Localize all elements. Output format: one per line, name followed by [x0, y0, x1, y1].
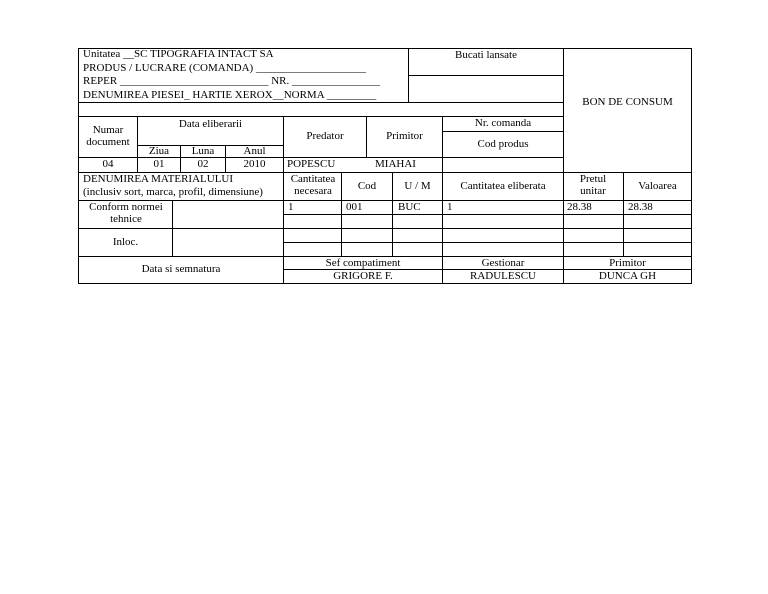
document-title: BON DE CONSUM [582, 96, 673, 108]
bucati-lansate-label: Bucati lansate [454, 49, 517, 61]
denumirea-materialului-sublabel: (inclusiv sort, marca, profil, dimensiune) [83, 186, 263, 198]
reper-line: REPER ___________________________ NR. ________________ [83, 75, 381, 87]
nr-comanda-label: Nr. comanda [474, 117, 532, 129]
piesa-line: DENUMIREA PIESEI_ HARTIE XEROX__NORMA _________ [83, 89, 377, 101]
um-label: U / M [404, 180, 431, 192]
cod-label: Cod [357, 180, 377, 192]
data-eliberarii-label: Data eliberarii [178, 118, 243, 130]
unitatea-line: Unitatea __SC TIPOGRAFIA INTACT SA [83, 48, 274, 60]
data-si-semnatura-label: Data si semnatura [141, 263, 221, 275]
predator-value: POPESCU [287, 158, 336, 170]
pretul-unitar-value: 28.38 [567, 201, 592, 213]
grid-line [283, 242, 692, 243]
denumirea-materialului-label: DENUMIREA MATERIALULUI [83, 173, 234, 185]
numar-document-value: 04 [102, 158, 114, 170]
luna-label: Luna [191, 145, 215, 157]
grid-line [442, 131, 564, 132]
luna-value: 02 [197, 158, 209, 170]
valoarea-label: Valoarea [638, 180, 677, 192]
cantitatea-eliberata-value: 1 [447, 201, 453, 213]
produs-line: PRODUS / LUCRARE (COMANDA) ____________________ [83, 62, 366, 74]
cod-produs-label: Cod produs [477, 138, 529, 150]
sef-compartiment-name: GRIGORE F. [333, 270, 393, 282]
ziua-label: Ziua [148, 145, 170, 157]
primitor-footer-label: Primitor [609, 257, 646, 269]
um-value: BUC [398, 201, 421, 213]
cantitatea-necesara-value: 1 [288, 201, 294, 213]
cantitatea-necesara-label: Cantitatea necesara [290, 173, 336, 197]
anul-label: Anul [243, 145, 266, 157]
grid-line [78, 102, 564, 103]
grid-line [563, 48, 564, 172]
inloc-label: Inloc. [112, 236, 139, 248]
cod-value: 001 [346, 201, 363, 213]
valoarea-value: 28.38 [628, 201, 653, 213]
form-border-bottom [78, 283, 692, 284]
ziua-value: 01 [153, 158, 165, 170]
pretul-unitar-label: Pretul unitar [579, 173, 607, 197]
sef-compartiment-label: Sef compatiment [325, 257, 401, 269]
grid-line [283, 214, 692, 215]
grid-line [78, 228, 692, 229]
predator-label: Predator [306, 130, 344, 142]
anul-value: 2010 [243, 158, 266, 170]
primitor-label: Primitor [386, 130, 423, 142]
numar-document-label: Numar document [86, 124, 130, 148]
primitor-footer-name: DUNCA GH [598, 270, 657, 282]
grid-line [408, 75, 564, 76]
gestionar-name: RADULESCU [469, 270, 536, 282]
cantitatea-eliberata-label: Cantitatea eliberata [460, 180, 546, 192]
primitor-value: MIAHAI [375, 158, 416, 170]
gestionar-label: Gestionar [481, 257, 525, 269]
form-border-right [691, 48, 692, 284]
conform-normei-label: Conform normei tehnice [89, 201, 163, 225]
